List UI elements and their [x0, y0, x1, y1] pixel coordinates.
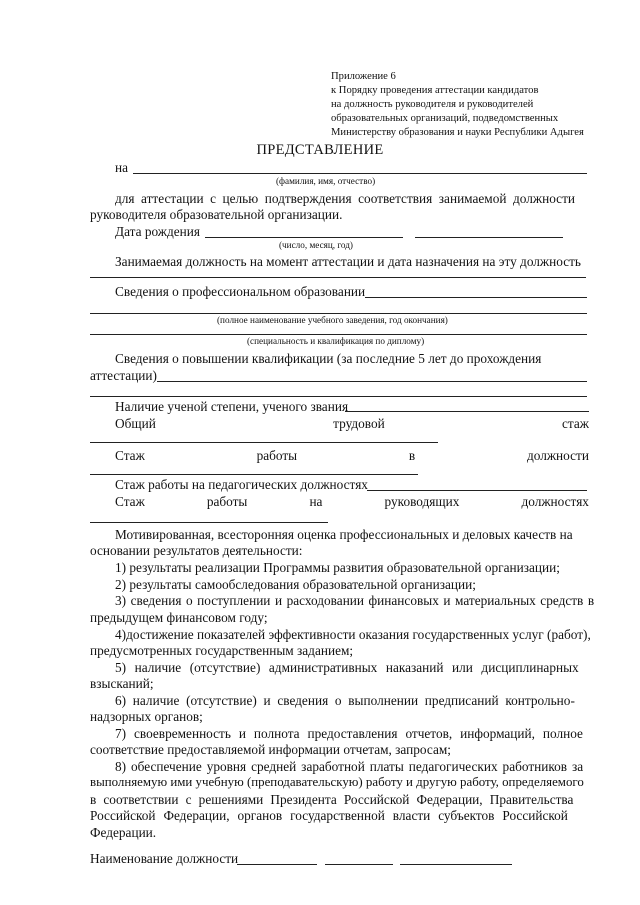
na-label: на: [115, 160, 129, 175]
general-stazh-row: [115, 415, 589, 432]
criteria-item: 5) наличие (отсутствие) административных наказаний или дисциплинарных: [115, 660, 579, 675]
criteria-item-cont: Российской Федерации, органов государственной власти субъектов Российской: [90, 808, 568, 823]
qualification-label: Сведения о повышении квалификации (за последние 5 лет до прохождения: [115, 351, 542, 366]
criteria-item: 2) результаты самообследования образовательной организации;: [115, 577, 476, 592]
purpose-line-2: руководителя образовательной организации.: [90, 207, 343, 222]
appendix-line: образовательных организаций, подведомственных: [331, 113, 559, 124]
signature-field-line[interactable]: [325, 864, 393, 865]
criteria-item-cont: в соответствии с решениями Президента Российской Федерации, Правительства: [90, 792, 574, 807]
appendix-line: Приложение 6: [331, 71, 396, 82]
criteria-item: 1) результаты реализации Программы развития образовательной организации;: [115, 560, 560, 575]
position-stazh-word: должности: [526, 448, 589, 463]
education-caption: (полное наименование учебного заведения, год окончания): [217, 315, 448, 325]
ped-stazh-label: Стаж работы на педагогических должностях: [115, 477, 368, 492]
criteria-item-cont: надзорных органов;: [90, 709, 203, 724]
signature-name-field-line[interactable]: [400, 864, 512, 865]
criteria-item-cont: взысканий;: [90, 676, 154, 691]
specialty-field-line[interactable]: [90, 334, 587, 335]
appendix-line: Министерству образования и науки Республики Адыгея: [331, 127, 584, 138]
birth-caption: (число, месяц, год): [279, 240, 353, 250]
general-stazh-field-line[interactable]: [90, 442, 438, 443]
purpose-text: для аттестации с целью подтверждения соответствия занимаемой должности: [115, 191, 575, 206]
position-stazh-field-line[interactable]: [90, 474, 418, 475]
education-field-line-2[interactable]: [90, 313, 587, 314]
lead-stazh-word: руководящих: [384, 494, 460, 509]
post-name-field-line[interactable]: [237, 864, 317, 865]
degree-field-line[interactable]: [345, 411, 589, 412]
appendix-line: на должность руководителя и руководителей: [331, 99, 534, 110]
specialty-caption: (специальность и квалификация по диплому): [247, 336, 425, 346]
position-stazh-word: Стаж: [115, 448, 145, 463]
fio-field-line[interactable]: [133, 173, 587, 174]
lead-stazh-word: Стаж: [115, 494, 145, 509]
criteria-item: 4)достижение показателей эффективности оказания государственных услуг (работ),: [115, 627, 591, 642]
qualification-label-2: аттестации): [90, 368, 157, 383]
criteria-item-cont: Федерации.: [90, 825, 157, 840]
general-stazh-word: трудовой: [333, 416, 385, 431]
position-stazh-word: работы: [256, 448, 298, 463]
lead-stazh-word: работы: [206, 494, 248, 509]
ped-stazh-field-line[interactable]: [367, 490, 587, 491]
birth-label: Дата рождения: [115, 224, 200, 239]
appendix-block: [331, 70, 584, 140]
general-stazh-word: Общий: [115, 416, 156, 431]
lead-stazh-word: должностях: [521, 494, 589, 509]
lead-stazh-row: [115, 493, 589, 510]
qualification-field-line[interactable]: [157, 381, 587, 382]
position-stazh-row: [115, 447, 589, 464]
position-stazh-word: в: [408, 448, 416, 463]
fio-caption: (фамилия, имя, отчество): [276, 176, 376, 186]
general-stazh-word: стаж: [562, 416, 589, 431]
criteria-item-cont: предыдущем финансовом году;: [90, 610, 268, 625]
criteria-item: 8) обеспечение уровня средней заработной платы педагогических работников за: [115, 759, 584, 774]
position-label: Занимаемая должность на момент аттестации и дата назначения на эту должность: [115, 254, 581, 269]
criteria-item: 7) своевременность и полнота предоставления отчетов, информаций, полное: [115, 726, 583, 741]
criteria-item-cont: предусмотренных государственным заданием;: [90, 643, 354, 658]
birth-field-line-2[interactable]: [415, 237, 563, 238]
document-title: ПРЕДСТАВЛЕНИЕ: [256, 142, 384, 158]
criteria-item-text: 3) сведения о поступлении и расходовании финансовых и материальных средств в: [115, 593, 595, 608]
position-field-line[interactable]: [90, 277, 586, 278]
education-label: Сведения о профессиональном образовании: [115, 284, 366, 299]
evaluation-label-2: основании результатов деятельности:: [90, 543, 303, 558]
criteria-item: [115, 592, 595, 609]
appendix-line: к Порядку проведения аттестации кандидатов: [331, 85, 539, 96]
criteria-item-cont: соответствие предоставляемой информации отчетам, запросам;: [90, 742, 451, 757]
evaluation-label: Мотивированная, всесторонняя оценка профессиональных и деловых качеств на: [115, 527, 573, 542]
qualification-field-line-2[interactable]: [90, 396, 587, 397]
lead-stazh-field-line[interactable]: [90, 522, 328, 523]
criteria-item: 6) наличие (отсутствие) и сведения о выполнении предписаний контрольно-: [115, 693, 575, 708]
purpose-line-1: [115, 190, 589, 207]
degree-label: Наличие ученой степени, ученого звания: [115, 399, 349, 414]
criteria-item-cont: выполняемую ими учебную (преподавательскую) работу и другую работу, определяемого: [90, 775, 584, 789]
lead-stazh-word: на: [309, 494, 323, 509]
education-field-line[interactable]: [365, 297, 587, 298]
birth-field-line[interactable]: [205, 237, 403, 238]
post-name-label: Наименование должности: [90, 851, 239, 866]
